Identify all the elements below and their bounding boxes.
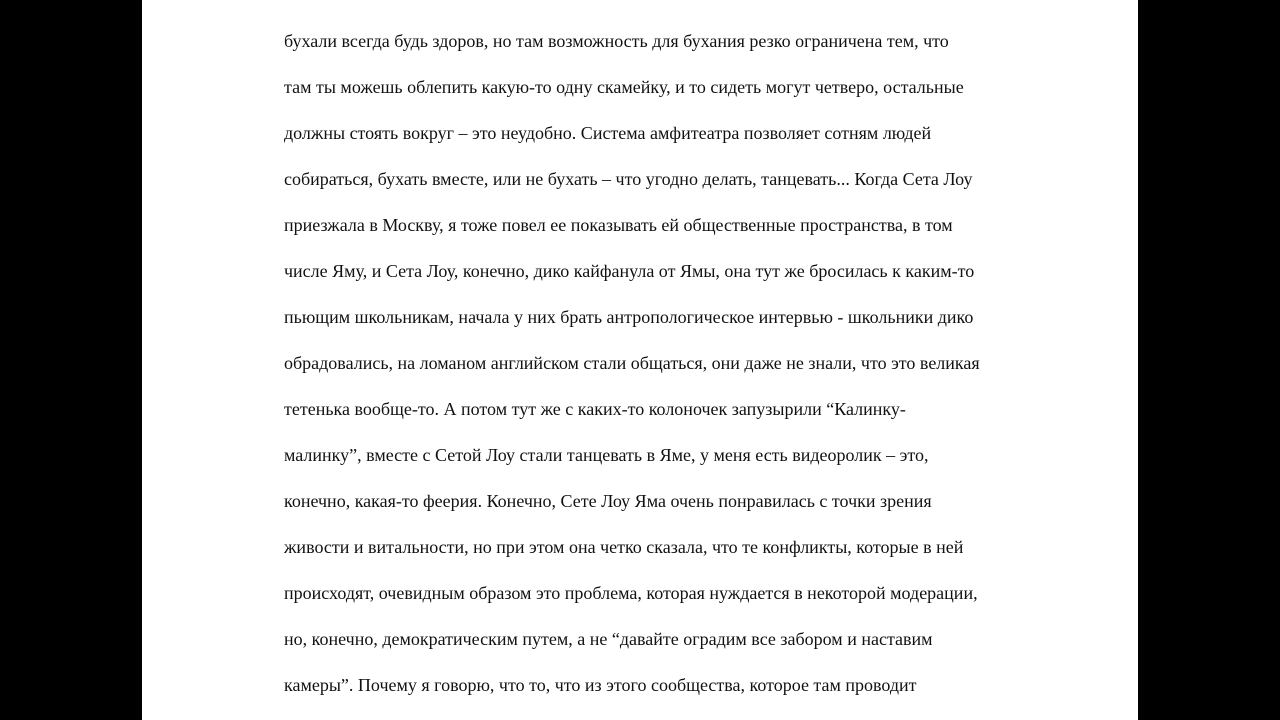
text-line: числе Яму, и Сета Лоу, конечно, дико кайфанула от Ямы, она тут же бросилась к каким-то [284, 261, 975, 281]
text-line: камеры”. Почему я говорю, что то, что из этого сообщества, которое там проводит [284, 675, 917, 695]
text-line: приезжала в Москву, я тоже повел ее показывать ей общественные пространства, в том [284, 215, 953, 235]
document-text [284, 18, 1084, 708]
text-line: должны стоять вокруг – это неудобно. Система амфитеатра позволяет сотням людей [284, 123, 932, 143]
text-line: тетенька вообще-то. А потом тут же с каких-то колоночек запузырили “Калинку- [284, 399, 906, 419]
text-line: бухали всегда будь здоров, но там возможность для бухания резко ограничена тем, что [284, 31, 949, 51]
text-line: но, конечно, демократическим путем, а не “давайте оградим все забором и наставим [284, 629, 933, 649]
text-line: обрадовались, на ломаном английском стали общаться, они даже не знали, что это великая [284, 353, 980, 373]
text-line: пьющим школьникам, начала у них брать антропологическое интервью - школьники дико [284, 307, 974, 327]
text-line: малинку”, вместе с Сетой Лоу стали танцевать в Яме, у меня есть видеоролик – это, [284, 445, 929, 465]
text-line: собираться, бухать вместе, или не бухать – что угодно делать, танцевать... Когда Сета Лоу [284, 169, 973, 189]
text-line: происходят, очевидным образом это проблема, которая нуждается в некоторой модерации, [284, 583, 978, 603]
text-line: конечно, какая-то феерия. Конечно, Сете Лоу Яма очень понравилась с точки зрения [284, 491, 932, 511]
text-line: там ты можешь облепить какую-то одну скамейку, и то сидеть могут четверо, остальные [284, 77, 964, 97]
document-page [142, 0, 1138, 720]
text-line: живости и витальности, но при этом она четко сказала, что те конфликты, которые в ней [284, 537, 964, 557]
